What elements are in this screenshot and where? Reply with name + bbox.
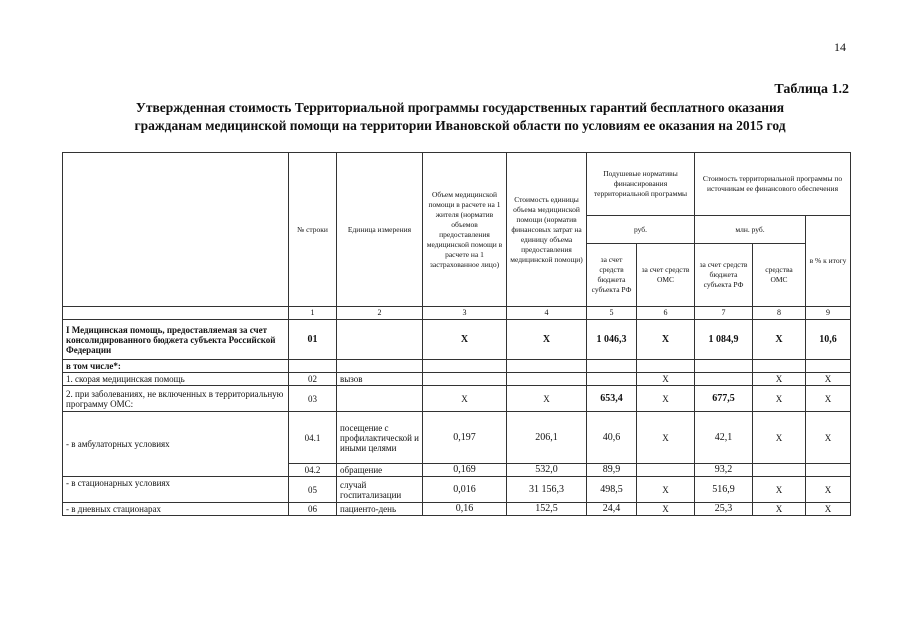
column-number: 5 bbox=[587, 307, 637, 320]
row-oms-mln: X bbox=[753, 412, 806, 464]
row-budget-rub: 40,6 bbox=[587, 412, 637, 464]
row-cost: 31 156,3 bbox=[507, 477, 587, 503]
row-name: - в стационарных условиях bbox=[63, 477, 289, 503]
row-oms-rub: X bbox=[637, 477, 695, 503]
header-budget-mln: за счет средств бюджета субъекта РФ bbox=[695, 244, 753, 307]
row-volume: X bbox=[423, 320, 507, 360]
row-volume: 0,169 bbox=[423, 464, 507, 477]
row-name: 2. при заболеваниях, не включенных в территориальную программу ОМС: bbox=[63, 386, 289, 412]
column-number: 3 bbox=[423, 307, 507, 320]
row-no: 02 bbox=[289, 373, 337, 386]
table-row bbox=[63, 373, 851, 386]
column-number bbox=[63, 307, 289, 320]
row-oms-rub: X bbox=[637, 386, 695, 412]
row-oms-rub: X bbox=[637, 412, 695, 464]
header-budget: за счет средств бюджета субъекта РФ bbox=[587, 244, 637, 307]
header-row-no: № строки bbox=[289, 153, 337, 307]
row-name: - в амбулаторных условиях bbox=[63, 412, 289, 477]
header-cost: Стоимость единицы объема медицинской помощи (норматив финансовых затрат на единицу объема предоставления медицинской помощи) bbox=[507, 153, 587, 307]
column-number: 9 bbox=[806, 307, 851, 320]
column-number: 7 bbox=[695, 307, 753, 320]
table-label: Таблица 1.2 bbox=[774, 82, 849, 97]
row-oms-mln: X bbox=[753, 477, 806, 503]
row-unit: пациенто-день bbox=[337, 503, 423, 516]
row-percent: X bbox=[806, 503, 851, 516]
title-line: гражданам медицинской помощи на территории Ивановской области по условиям ее оказания на 2015 год bbox=[134, 118, 786, 133]
page-number: 14 bbox=[834, 40, 846, 54]
row-unit: посещение с профилактической и иными целями bbox=[337, 412, 423, 464]
row-oms-mln: X bbox=[753, 320, 806, 360]
row-budget-rub: 653,4 bbox=[587, 386, 637, 412]
row-budget-mln: 42,1 bbox=[695, 412, 753, 464]
row-budget-rub: 1 046,3 bbox=[587, 320, 637, 360]
header-by-source: Стоимость территориальной программы по источникам ее финансового обеспечения bbox=[695, 153, 851, 216]
row-oms-mln: X bbox=[753, 503, 806, 516]
table-row bbox=[63, 360, 851, 373]
column-number: 6 bbox=[637, 307, 695, 320]
row-percent: 10,6 bbox=[806, 320, 851, 360]
row-volume: 0,16 bbox=[423, 503, 507, 516]
row-budget-rub: 498,5 bbox=[587, 477, 637, 503]
column-number: 4 bbox=[507, 307, 587, 320]
column-numbers-row bbox=[63, 307, 851, 320]
row-volume: 0,016 bbox=[423, 477, 507, 503]
row-cost: X bbox=[507, 320, 587, 360]
header-name-cell bbox=[63, 153, 289, 307]
header-volume: Объем медицинской помощи в расчете на 1 жителя (норматив объемов предоставления медицинской помощи в расчете на 1 застрахованное лицо) bbox=[423, 153, 507, 307]
column-number: 1 bbox=[289, 307, 337, 320]
row-budget-mln: 516,9 bbox=[695, 477, 753, 503]
header-unit: Единица измерения bbox=[337, 153, 423, 307]
row-cost: X bbox=[507, 386, 587, 412]
row-no: 04.2 bbox=[289, 464, 337, 477]
row-no: 05 bbox=[289, 477, 337, 503]
row-budget-mln: 677,5 bbox=[695, 386, 753, 412]
row-name: I Медицинская помощь, предоставляемая за счет консолидированного бюджета субъекта Российской Федерации bbox=[63, 320, 289, 360]
title-line: Утвержденная стоимость Территориальной программы государственных гарантий бесплатного оказания bbox=[135, 100, 785, 115]
row-percent: X bbox=[806, 373, 851, 386]
row-volume: X bbox=[423, 386, 507, 412]
row-budget-mln: 93,2 bbox=[695, 464, 753, 477]
row-oms-rub: X bbox=[637, 320, 695, 360]
row-name: - в дневных стационарах bbox=[63, 503, 289, 516]
row-oms-rub: X bbox=[637, 373, 695, 386]
row-name: 1. скорая медицинская помощь bbox=[63, 373, 289, 386]
row-unit: случай госпитализации bbox=[337, 477, 423, 503]
header-percent: в % к итогу bbox=[806, 216, 851, 307]
row-budget-mln: 1 084,9 bbox=[695, 320, 753, 360]
row-unit: обращение bbox=[337, 464, 423, 477]
cost-table bbox=[62, 152, 851, 516]
header-oms: за счет средств ОМС bbox=[637, 244, 695, 307]
row-no: 06 bbox=[289, 503, 337, 516]
row-budget-rub: 89,9 bbox=[587, 464, 637, 477]
header-mln-rub: млн. руб. bbox=[695, 216, 806, 244]
header-per-capita: Подушевые нормативы финансирования территориальной программы bbox=[587, 153, 695, 216]
table-row bbox=[63, 320, 851, 360]
row-unit bbox=[337, 320, 423, 360]
row-no: 04.1 bbox=[289, 412, 337, 464]
table-title bbox=[60, 99, 860, 135]
column-number: 2 bbox=[337, 307, 423, 320]
table-row bbox=[63, 503, 851, 516]
header-rub: руб. bbox=[587, 216, 695, 244]
row-oms-rub: X bbox=[637, 503, 695, 516]
row-percent: X bbox=[806, 386, 851, 412]
table-row bbox=[63, 412, 851, 464]
row-percent: X bbox=[806, 477, 851, 503]
row-no: 03 bbox=[289, 386, 337, 412]
column-number: 8 bbox=[753, 307, 806, 320]
row-volume: 0,197 bbox=[423, 412, 507, 464]
row-cost: 206,1 bbox=[507, 412, 587, 464]
row-budget-rub: 24,4 bbox=[587, 503, 637, 516]
table-row bbox=[63, 477, 851, 503]
row-name: в том числе*: bbox=[63, 360, 289, 373]
row-cost: 152,5 bbox=[507, 503, 587, 516]
row-percent: X bbox=[806, 412, 851, 464]
header-oms-mln: средства ОМС bbox=[753, 244, 806, 307]
row-cost: 532,0 bbox=[507, 464, 587, 477]
row-budget-mln: 25,3 bbox=[695, 503, 753, 516]
row-oms-mln: X bbox=[753, 373, 806, 386]
row-oms-mln: X bbox=[753, 386, 806, 412]
row-unit: вызов bbox=[337, 373, 423, 386]
table-row bbox=[63, 386, 851, 412]
row-no: 01 bbox=[289, 320, 337, 360]
